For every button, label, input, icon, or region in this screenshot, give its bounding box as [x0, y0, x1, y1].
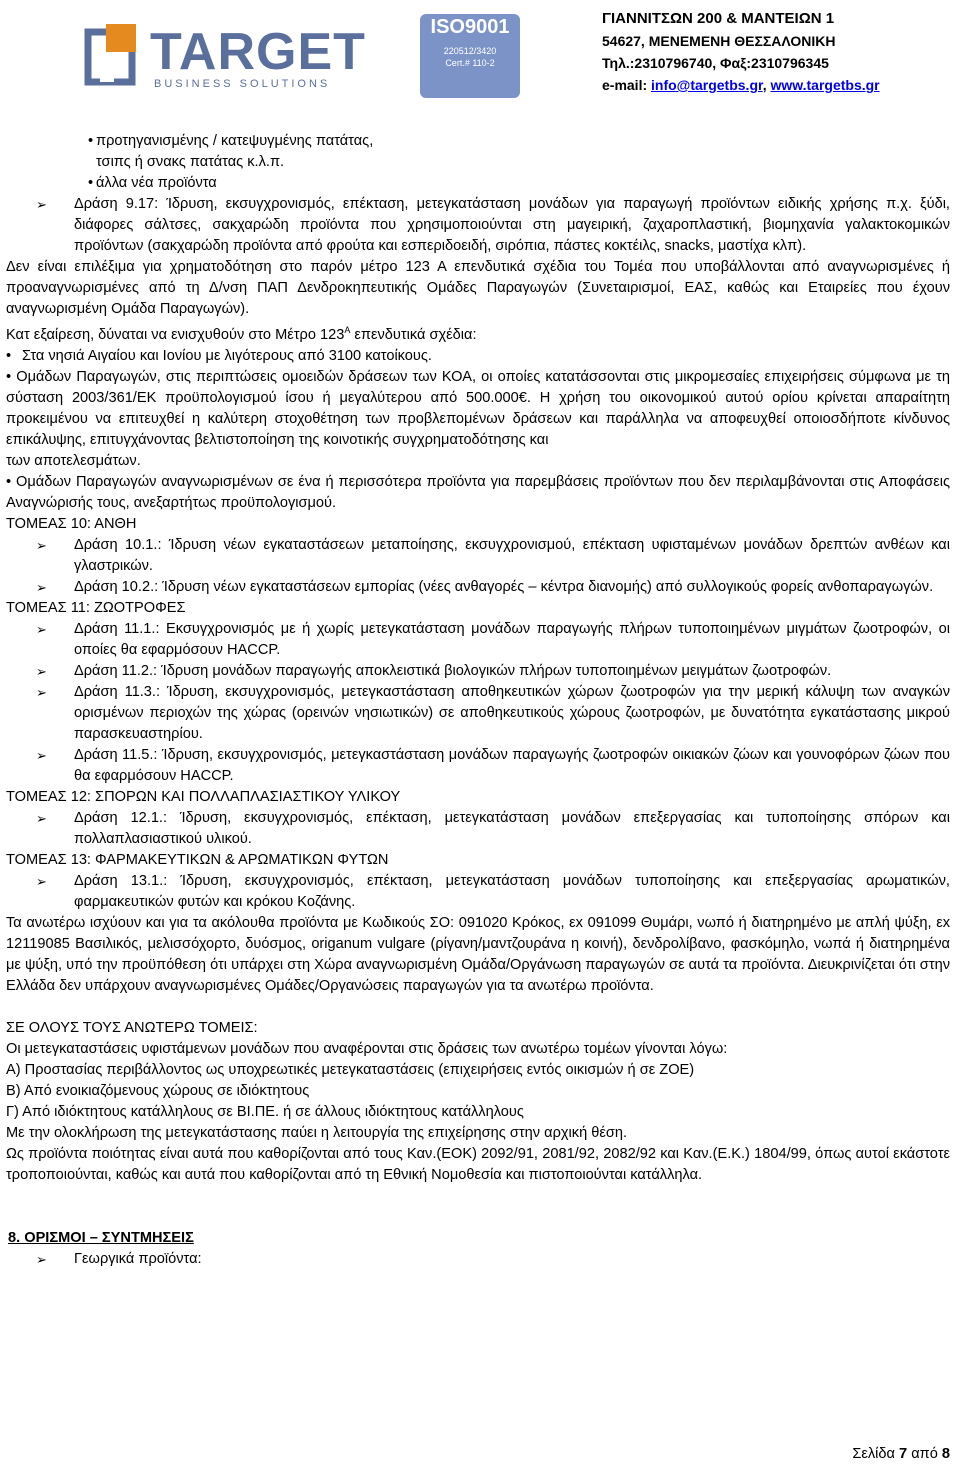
spacer: [6, 1207, 950, 1228]
section-heading: 8. ΟΡΙΣΜΟΙ – ΣΥΝΤΜΗΣΕΙΣ: [8, 1229, 194, 1246]
bullet-item: [6, 367, 950, 451]
bullet-text: Ομάδων Παραγωγών αναγνωρισμένων σε ένα ή περισσότερα προϊόντα για παρεμβάσεις προϊόντων που δεν περιλαμβάνονται στις Αποφάσεις Αναγνώρισής τους, ανεξαρτήτως προϋπολογισμού.: [6, 473, 950, 511]
action-text: Δράση 12.1.: Ίδρυση, εκσυγχρονισμός, επέκταση, μετεγκατάσταση μονάδων επεξεργασίας και τυποποίησης σπόρων και πολλαπλασιαστικού υλικού.: [74, 809, 950, 847]
page-number: 7: [899, 1446, 908, 1462]
page-footer: [852, 1446, 950, 1462]
paragraph: Β) Από ενοικιαζόμενους χώρους σε ιδιόκτητους: [6, 1082, 310, 1099]
bullet-item: [6, 131, 950, 152]
page-total: 8: [941, 1446, 950, 1462]
spacer: [6, 997, 950, 1018]
paragraph: Γ) Από ιδιόκτητους κατάλληλους σε ΒΙ.ΠΕ. ή σε άλλους ιδιόκτητους κατάλληλους: [6, 1103, 524, 1120]
email-link[interactable]: info@targetbs.gr: [651, 77, 763, 93]
action-item: [6, 745, 950, 787]
bullet-item: [6, 472, 950, 514]
action-text: Δράση 10.1.: Ίδρυση νέων εγκαταστάσεων μεταποίησης, εκσυγχρονισμού, επέκταση υφισταμένων μονάδων δρεπτών ανθέων και γλαστρικών.: [74, 536, 950, 574]
action-item: [6, 535, 950, 577]
action-item: [6, 1249, 950, 1270]
bullet-item: [6, 346, 950, 367]
bullet-text: προτηγανισμένης / κατεψυγμένης πατάτας,: [96, 133, 374, 149]
paragraph: Α) Προστασίας περιβάλλοντος ως υποχρεωτικές μετεγκαταστάσεις (επιχειρήσεις εντός οικισμών ή σε ΖΟΕ): [6, 1061, 695, 1078]
action-item: [6, 871, 950, 913]
footer-mid: από: [907, 1446, 942, 1462]
bullet-icon: •: [88, 175, 94, 191]
action-item: [6, 577, 950, 598]
bullet-item: [6, 152, 950, 173]
action-text: Δράση 10.2.: Ίδρυση νέων εγκαταστάσεων εμπορίας (νέες ανθαγορές – κέντρα διανομής) από συλλογικούς φορείς ανθοπαραγωγών.: [74, 578, 934, 595]
bullet-text: Στα νησιά Αιγαίου και Ιονίου με λιγότερους από 3100 κατοίκους.: [22, 347, 432, 364]
action-text: Δράση 11.2.: Ίδρυση μονάδων παραγωγής αποκλειστικά βιολογικών πλήρων τυποποιημένων μειγμάτων ζωοτροφών.: [74, 662, 832, 679]
arrow-bullet-icon: ➢: [36, 747, 47, 763]
email-line: [602, 74, 902, 96]
bullet-icon: •: [88, 133, 94, 149]
bullet-text: Ομάδων Παραγωγών, στις περιπτώσεις ομοειδών δράσεων των ΚΟΑ, οι οποίες κατατάσσονται στις μικρομεσαίες επιχειρήσεις σύμφωνα με τη σύσταση 2003/361/ΕΚ προϋπολογισμού ίσου ή μεγαλύτερου από 500.000€. Η χρήση του οικονομικού αυτού ορίου κρίνεται απαραίτητη προκειμένου να επιτευχθεί η καλύτερη στοχοθέτηση των προβλεπομένων δράσεων και παράλληλα να αποφευχθεί οποιοσδήποτε κίνδυνος επικάλυψης, επιτυγχάνοντας βελτιστοποίηση της κοινοτικής συγχρηματοδότησης και: [6, 368, 950, 448]
action-text: Δράση 11.5.: Ίδρυση, εκσυγχρονισμός, μετεγκαστάσταση μονάδων παραγωγής ζωοτροφών οικιακών ζώων και γουνοφόρων ζώων που θα εφαρμόσουν HACCP.: [74, 746, 950, 784]
logo-emblem-icon: [84, 24, 142, 88]
arrow-bullet-icon: ➢: [36, 810, 47, 826]
action-item: [6, 808, 950, 850]
iso-cert-number: 220512/3420: [443, 46, 497, 56]
section-heading: ΣΕ ΟΛΟΥΣ ΤΟΥΣ ΑΝΩΤΕΡΩ ΤΟΜΕΙΣ:: [6, 1019, 258, 1036]
arrow-bullet-icon: ➢: [36, 621, 47, 637]
logo-word: TARGET: [150, 23, 366, 81]
target-logo: [84, 18, 366, 98]
section-heading: ΤΟΜΕΑΣ 12: ΣΠΟΡΩΝ ΚΑΙ ΠΟΛΛΑΠΛΑΣΙΑΣΤΙΚΟΥ ΥΛΙΚΟΥ: [6, 788, 401, 805]
paragraph-text: Κατ εξαίρεση, δύναται να ενισχυθούν στο Μέτρο 123: [6, 326, 345, 343]
website-link[interactable]: www.targetbs.gr: [770, 77, 880, 93]
paragraph: Δεν είναι επιλέξιμα για χρηματοδότηση στο παρόν μέτρο 123 Α επενδυτικά σχέδια του Τομέα που υποβάλλονται από αναγνωρισμένες ή προαναγνωρισμένες από τη Δ/νση ΠΑΠ Δενδροκηπευτικής Ομάδες Παραγωγών (Συνεταιρισμοί, ΕΑΣ, καθώς και Εταιρείες που έχουν αναγνωρισμένη Ομάδα Παραγωγών).: [6, 259, 950, 317]
bullet-item: [6, 173, 950, 194]
address-line-1: ΓΙΑΝΝΙΤΣΩΝ 200 & ΜΑΝΤΕΙΩΝ 1: [602, 10, 835, 27]
contact-block: [602, 8, 902, 96]
email-label: e-mail:: [602, 77, 652, 93]
section-heading: ΤΟΜΕΑΣ 10: ΑΝΘΗ: [6, 515, 137, 532]
link-separator: ,: [762, 77, 771, 93]
iso-number: ISO9001: [430, 16, 510, 38]
page-header: [0, 0, 960, 118]
paragraph: Με την ολοκλήρωση της μετεγκατάστασης παύει η λειτουργία της επιχείρησης στην αρχική θέση.: [6, 1124, 628, 1141]
iso-certificate-badge: [420, 14, 520, 98]
action-text: Δράση 11.3.: Ίδρυση, εκσυγχρονισμός, μετεγκαστάσταση αποθηκευτικών χώρων ζωοτροφών για την μερική κάλυψη των αναγκών ορισμένων περιοχών της χώρας (ορεινών νησιωτικών) σε αποθηκευτικούς χώρους ζωοτροφών, με δυνατότητα εγκατάστασης μικρού παρασκευαστηρίου.: [74, 683, 950, 742]
bullet-text: τσιπς ή σνακς πατάτας κ.λ.π.: [96, 154, 285, 170]
arrow-bullet-icon: ➢: [36, 663, 47, 679]
bullet-icon: •: [6, 347, 12, 364]
footer-prefix: Σελίδα: [852, 1446, 900, 1462]
paragraph: Τα ανωτέρω ισχύουν και για τα ακόλουθα προϊόντα με Κωδικούς ΣΟ: 091020 Κρόκος, εx 091099 Θυμάρι, νωπό ή διατηρημένο με απλή ψύξη, εx 12119085 Βασιλικός, μελισσόχορτο, δυόσμος, origanum vulgare (ρίγανη/μαντζουράνα η κοινή), δενδρολίβανο, φασκόμηλο, νωπά ή διατηρημένα με ψύξη, υπό την προϋπόθεση ότι υπάρχει στη Χώρα αναγνωρισμένη Ομάδα/Οργάνωση παραγωγών σε αυτά τα προϊόντα. Διευκρινίζεται ότι στην Ελλάδα δεν υπάρχουν αναγνωρισμένες Ομάδες/Οργανώσεις παραγωγών για τα ανωτέρω προϊόντα.: [6, 914, 950, 994]
action-text: Δράση 13.1.: Ίδρυση, εκσυγχρονισμός, επέκταση, μετεγκατάσταση μονάδων τυποποίησης και επεξεργασίας αρωματικών, φαρμακευτικών φυτών και κρόκου Κοζάνης.: [74, 872, 950, 910]
arrow-bullet-icon: ➢: [36, 197, 47, 212]
phone-line: Τηλ.:2310796740, Φαξ:2310796345: [602, 55, 829, 71]
action-item: [6, 682, 950, 745]
action-item: [6, 619, 950, 661]
action-item: [6, 661, 950, 682]
superscript: Α: [344, 325, 351, 335]
action-text: Γεωργικά προϊόντα:: [74, 1250, 202, 1267]
section-heading: ΤΟΜΕΑΣ 11: ΖΩΟΤΡΟΦΕΣ: [6, 599, 186, 616]
arrow-bullet-icon: ➢: [36, 537, 47, 553]
paragraph: Οι μετεγκαταστάσεις υφιστάμενων μονάδων που αναφέρονται στις δράσεις των ανωτέρω τομέων γίνονται λόγω:: [6, 1040, 728, 1057]
logo-tagline: BUSINESS SOLUTIONS: [154, 78, 331, 90]
paragraph: [6, 320, 950, 346]
action-item: [6, 194, 950, 257]
paragraph-text: επενδυτικά σχέδια:: [350, 326, 477, 343]
section-heading: ΤΟΜΕΑΣ 13: ΦΑΡΜΑΚΕΥΤΙΚΩΝ & ΑΡΩΜΑΤΙΚΩΝ ΦΥΤΩΝ: [6, 851, 389, 868]
paragraph: των αποτελεσμάτων.: [6, 452, 141, 469]
action-text: Δράση 9.17: Ίδρυση, εκσυγχρονισμός, επέκταση, μετεγκατάσταση μονάδων για παραγωγή προϊόντων ειδικής χρήσης π.χ. ξύδι, διάφορες σάλτσες, σακχαρώδη προϊόντα που χρησιμοποιούνται στη μαγειρική, ζαχαροπλαστική, βιομηχανία γαλακτοκομικών προϊόντων (σακχαρώδη προϊόντα από φρούτα και εσπεριδοειδή, σιρόπια, πάστες κοκτέιλς, snacks, μαστίχα κλπ).: [74, 196, 950, 254]
action-text: Δράση 11.1.: Εκσυγχρονισμός με ή χωρίς μετεγκατάσταση μονάδων παραγωγής πλήρων τυποποιημένων μιγμάτων ζωοτροφών, οι οποίες θα εφαρμόσουν HACCP.: [74, 620, 950, 658]
iso-cert-code: Cert.# 110-2: [445, 58, 495, 68]
bullet-icon: •: [6, 368, 17, 385]
arrow-bullet-icon: ➢: [36, 684, 47, 700]
arrow-bullet-icon: ➢: [36, 1251, 47, 1267]
arrow-bullet-icon: ➢: [36, 873, 47, 889]
arrow-bullet-icon: ➢: [36, 579, 47, 595]
spacer: [6, 1186, 950, 1207]
paragraph: Ως προϊόντα ποιότητας είναι αυτά που καθορίζονται από τους Καν.(ΕΟΚ) 2092/91, 2081/92, 2082/92 και Καν.(Ε.Κ.) 1804/99, όπως αυτοί εκάστοτε τροποποιούνται, καθώς και αυτά που καθορίζονται από τη Εθνική Νομοθεσία και πιστοποιούνται κατάλληλα.: [6, 1145, 950, 1183]
document-body: [6, 131, 950, 1270]
bullet-icon: •: [6, 473, 17, 490]
address-line-2: 54627, ΜΕΝΕΜΕΝΗ ΘΕΣΣΑΛΟΝΙΚΗ: [602, 33, 836, 49]
bullet-text: άλλα νέα προϊόντα: [96, 175, 217, 191]
